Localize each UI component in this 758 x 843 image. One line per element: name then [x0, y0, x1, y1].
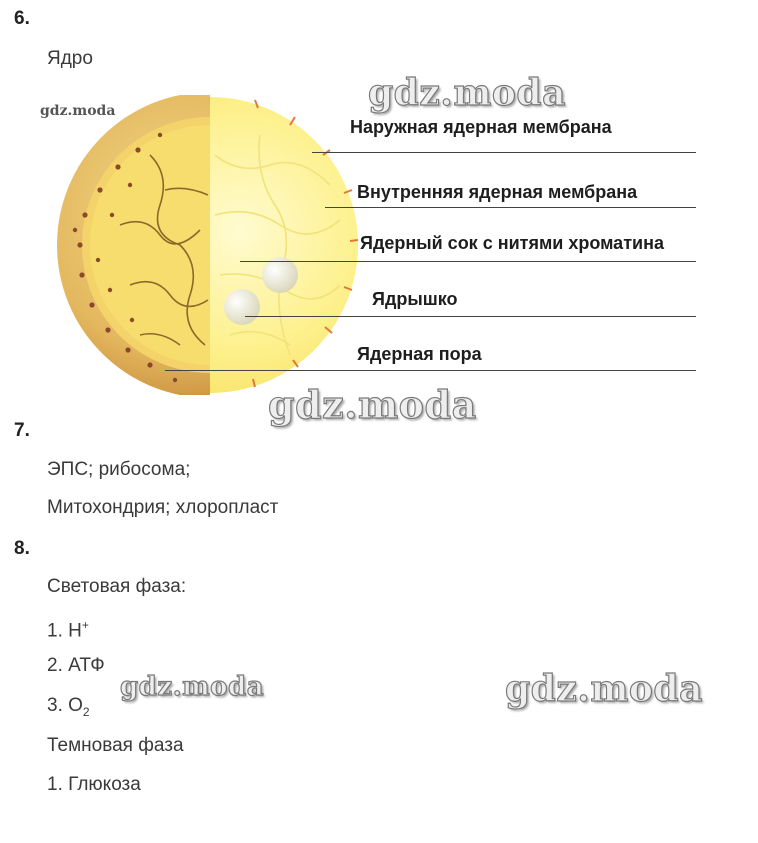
watermark-middle: gdz.moda — [268, 382, 477, 427]
dark-item-1: 1. Глюкоза — [47, 774, 141, 795]
task-7-line-2: Митохондрия; хлоропласт — [47, 497, 279, 518]
label-line-pore — [165, 370, 696, 371]
light-item-1-text: 1. H — [47, 620, 82, 642]
light-item-2: 2. АТФ — [47, 655, 105, 676]
label-line-sap — [240, 261, 696, 262]
light-item-1-sup: + — [81, 618, 89, 632]
task-7-line-1: ЭПС; рибосома; — [47, 459, 191, 480]
task-7-number: 7. — [14, 420, 30, 441]
light-item-3-sub: 2 — [82, 704, 90, 719]
task-6-number: 6. — [14, 8, 30, 29]
task-6-answer: Ядро — [47, 48, 93, 69]
watermark-bottom-small: gdz.moda — [120, 672, 265, 702]
nucleus-diagram — [40, 95, 360, 395]
label-line-outer — [312, 152, 696, 153]
task-8-number: 8. — [14, 538, 30, 559]
light-item-3-text: 3. O — [47, 695, 83, 716]
light-phase-title: Световая фаза: — [47, 576, 187, 597]
dark-phase-title: Темновая фаза — [47, 735, 184, 756]
light-item-1 — [47, 618, 89, 642]
label-outer-membrane: Наружная ядерная мембрана — [350, 117, 612, 137]
label-nuclear-pore: Ядерная пора — [357, 344, 482, 364]
watermark-bottom-right: gdz.moda — [505, 668, 703, 710]
label-line-nucleolus — [245, 316, 696, 317]
light-item-3 — [47, 695, 90, 719]
nucleolus — [262, 257, 298, 293]
watermark-top: gdz.moda — [368, 72, 566, 114]
label-inner-membrane: Внутренняя ядерная мембрана — [357, 182, 638, 202]
figure-watermark: gdz.moda — [40, 103, 116, 119]
label-nuclear-sap: Ядерный сок с нитями хроматина — [360, 233, 664, 253]
nucleolus-2 — [224, 289, 260, 325]
label-nucleolus: Ядрышко — [372, 289, 458, 309]
label-line-inner — [325, 207, 696, 208]
